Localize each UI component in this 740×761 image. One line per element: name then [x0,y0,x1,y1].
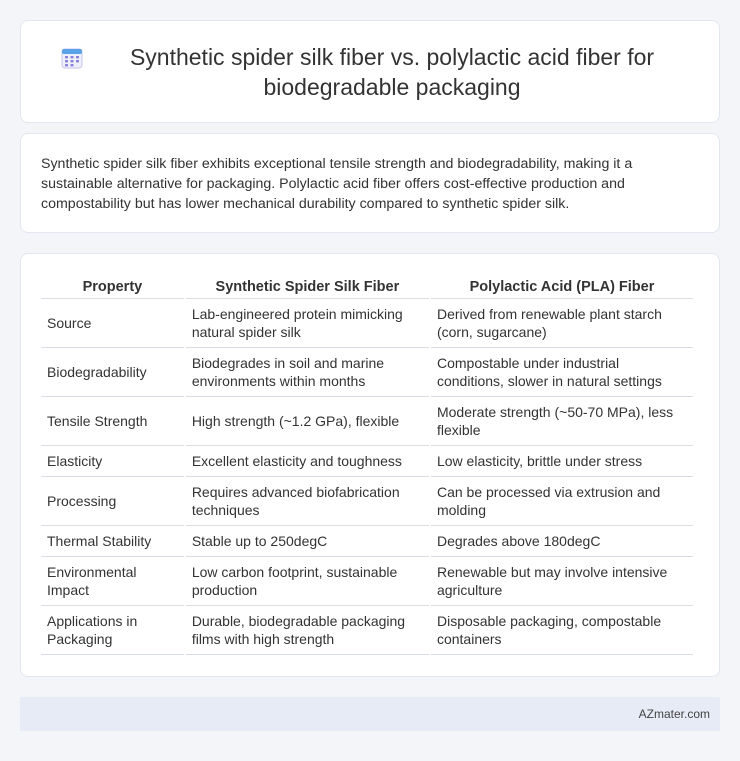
pla-cell: Compostable under industrial conditions, slower in natural settings [431,347,693,396]
property-cell: Tensile Strength [41,396,184,445]
pla-cell: Can be processed via extrusion and molding [431,476,693,525]
pla-cell: Moderate strength (~50-70 MPa), less flexible [431,396,693,445]
column-header-spider-silk: Synthetic Spider Silk Fiber [215,279,400,295]
pla-cell: Renewable but may involve intensive agriculture [431,556,693,605]
table-row [41,525,693,556]
table-row [41,445,693,476]
source-label: AZmater.com [638,707,710,721]
spider-silk-cell: Lab-engineered protein mimicking natural spider silk [186,298,429,347]
property-cell: Source [41,298,184,347]
table-row [41,556,693,605]
title-card [20,20,720,123]
calendar-grid-icon [61,47,83,69]
spider-silk-cell: Low carbon footprint, sustainable production [186,556,429,605]
property-cell: Elasticity [41,445,184,476]
footer-bar [20,697,720,731]
table-row [41,476,693,525]
column-header-property: Property [82,279,143,295]
table-row [41,298,693,347]
table-row [41,605,693,655]
pla-cell: Derived from renewable plant starch (corn, sugarcane) [431,298,693,347]
property-cell: Processing [41,476,184,525]
summary-card [20,133,720,233]
comparison-table-card [20,253,720,677]
spider-silk-cell: Requires advanced biofabrication techniques [186,476,429,525]
table-row [41,347,693,396]
property-cell: Thermal Stability [41,525,184,556]
summary-text: Synthetic spider silk fiber exhibits exceptional tensile strength and biodegradability, making it a sustainable alternative for packaging. Polylactic acid fiber offers cost-effective production and compostability but has lower mechanical durability compared to synthetic spider silk. [41,156,633,212]
spider-silk-cell: Biodegrades in soil and marine environments within months [186,347,429,396]
spider-silk-cell: High strength (~1.2 GPa), flexible [186,396,429,445]
spider-silk-cell: Durable, biodegradable packaging films with high strength [186,605,429,655]
table-header-row [41,274,693,298]
pla-cell: Disposable packaging, compostable containers [431,605,693,655]
pla-cell: Low elasticity, brittle under stress [431,445,693,476]
property-cell: Biodegradability [41,347,184,396]
pla-cell: Degrades above 180degC [431,525,693,556]
comparison-table [39,274,695,655]
spider-silk-cell: Excellent elasticity and toughness [186,445,429,476]
spider-silk-cell: Stable up to 250degC [186,525,429,556]
column-header-pla: Polylactic Acid (PLA) Fiber [469,279,655,295]
property-cell: Environmental Impact [41,556,184,605]
property-cell: Applications in Packaging [41,605,184,655]
table-row [41,396,693,445]
page-title: Synthetic spider silk fiber vs. polylactic acid fiber for biodegradable packaging [129,43,655,100]
